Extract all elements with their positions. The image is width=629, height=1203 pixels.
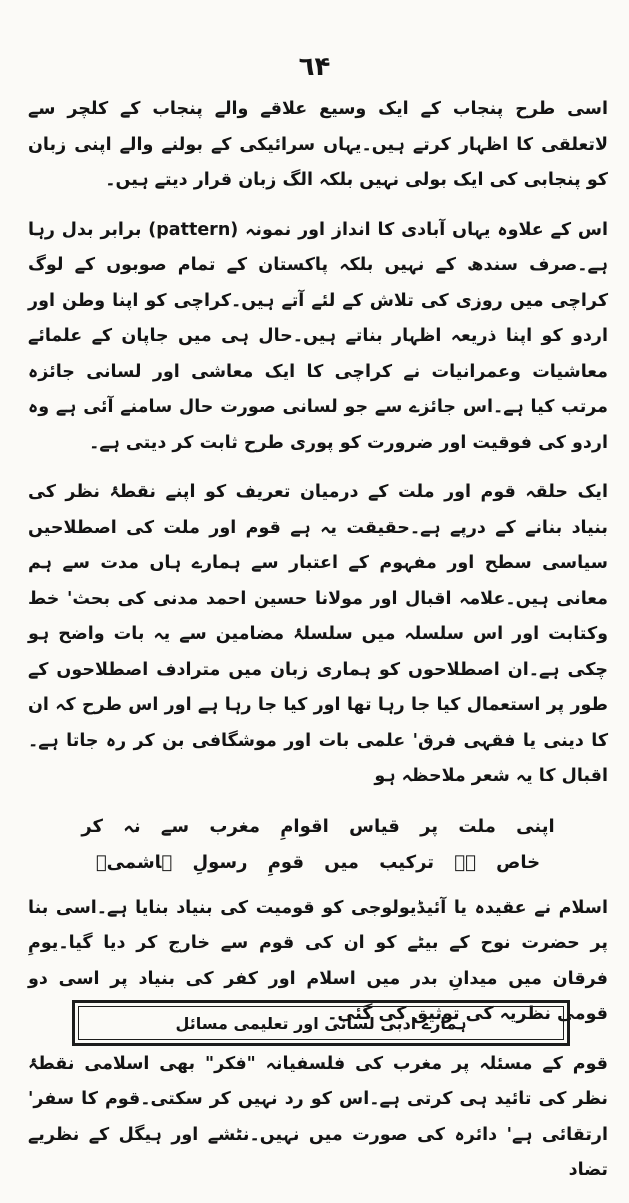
paragraph-1: اسی طرح پنجاب کے ایک وسیع علاقے والے پنجاب کے کلچر سے لاتعلقی کا اظہار کرتے ہیں۔یہاں سرائیکی کے بولنے والے اپنی زبان کو پنجابی کی ایک بولی نہیں بلکہ الگ زبان قرار دیتے ہیں۔: [28, 99, 608, 190]
iqbal-verse: [28, 809, 608, 881]
page-number: ٦۴: [298, 52, 331, 82]
verse-line-1: اپنی ملت پر قیاس اقوامِ مغرب سے نہ کر: [81, 815, 555, 837]
footer-book-title: ہمارے ادبی لسانی اور تعلیمی مسائل: [175, 1013, 467, 1033]
paragraph-4: اسلام نے عقیدہ یا آئیڈیولوجی کو قومیت کی بنیاد بنایا ہے۔اسی بنا پر حضرت نوح کے بیٹے کو ان کی قوم سے خارج کر دیا گیا۔یومِ فرقان میں میدانِ بدر میں اسلام اور کفر کی بنیاد پر اسی دو قومی نظریہ کی توثیق کی گئی۔: [28, 897, 608, 1024]
paragraph-2: اس کے علاوہ یہاں آبادی کا انداز اور نمونہ (pattern) برابر بدل رہا ہے۔صرف سندھ کے نہیں بلکہ پاکستان کے تمام صوبوں کے لوگ کراچی میں روزی کی تلاش کے لئے آتے ہیں۔کراچی کو اپنا وطن اور اردو کو اپنا ذریعہ اظہار بناتے ہیں۔حال ہی میں جاپان کے علمائے معاشیات وعمرانیات نے کراچی کا ایک معاشی اور لسانی جائزہ مرتب کیا ہے۔اس جائزے سے جو لسانی صورت حال سامنے آئی ہے وہ اردو کی فوقیت اور ضرورت کو پوری طرح ثابت کر دیتی ہے۔: [28, 219, 608, 453]
paragraph-3: ایک حلقہ قوم اور ملت کے درمیان تعریف کو اپنے نقطۂ نظر کی بنیاد بنانے کے درپے ہے۔حقیقت یہ ہے قوم اور ملت کی اصطلاحیں سیاسی سطح اور مفہوم کے اعتبار سے ہمارے ہاں مدت سے ہم معانی ہیں۔علامہ اقبال اور مولانا حسین احمد مدنی کی بحث' خط وکتابت اور اس سلسلہ میں سلسلۂ مضامین سے یہ بات واضح ہو چکی ہے۔ان اصطلاحوں کو ہماری زبان میں مترادف اصطلاحوں کے طور پر استعمال کیا جا رہا تھا اور کیا جا رہا ہے اور اس طرح کہ ان کا دینی یا فقہی فرق' علمی بات اور موشگافی بن کر رہ جاتا ہے۔اقبال کا یہ شعر ملاحظہ ہو: [28, 482, 608, 786]
paragraph-5: قوم کے مسئلہ پر مغرب کی فلسفیانہ "فکر" بھی اسلامی نقطۂ نظر کی تائید ہی کرتی ہے۔اس کو رد نہیں کر سکتی۔قوم کا سفر' ارتقائی ہے' دائرہ کی صورت میں نہیں۔نٹشے اور ہیگل کے نظریے تضاد: [28, 1053, 608, 1180]
verse-line-2: خاص ہے ترکیب میں قومِ رسولِ ہاشمیؐ: [95, 851, 541, 873]
footer-book-title-box: [72, 1000, 570, 1046]
